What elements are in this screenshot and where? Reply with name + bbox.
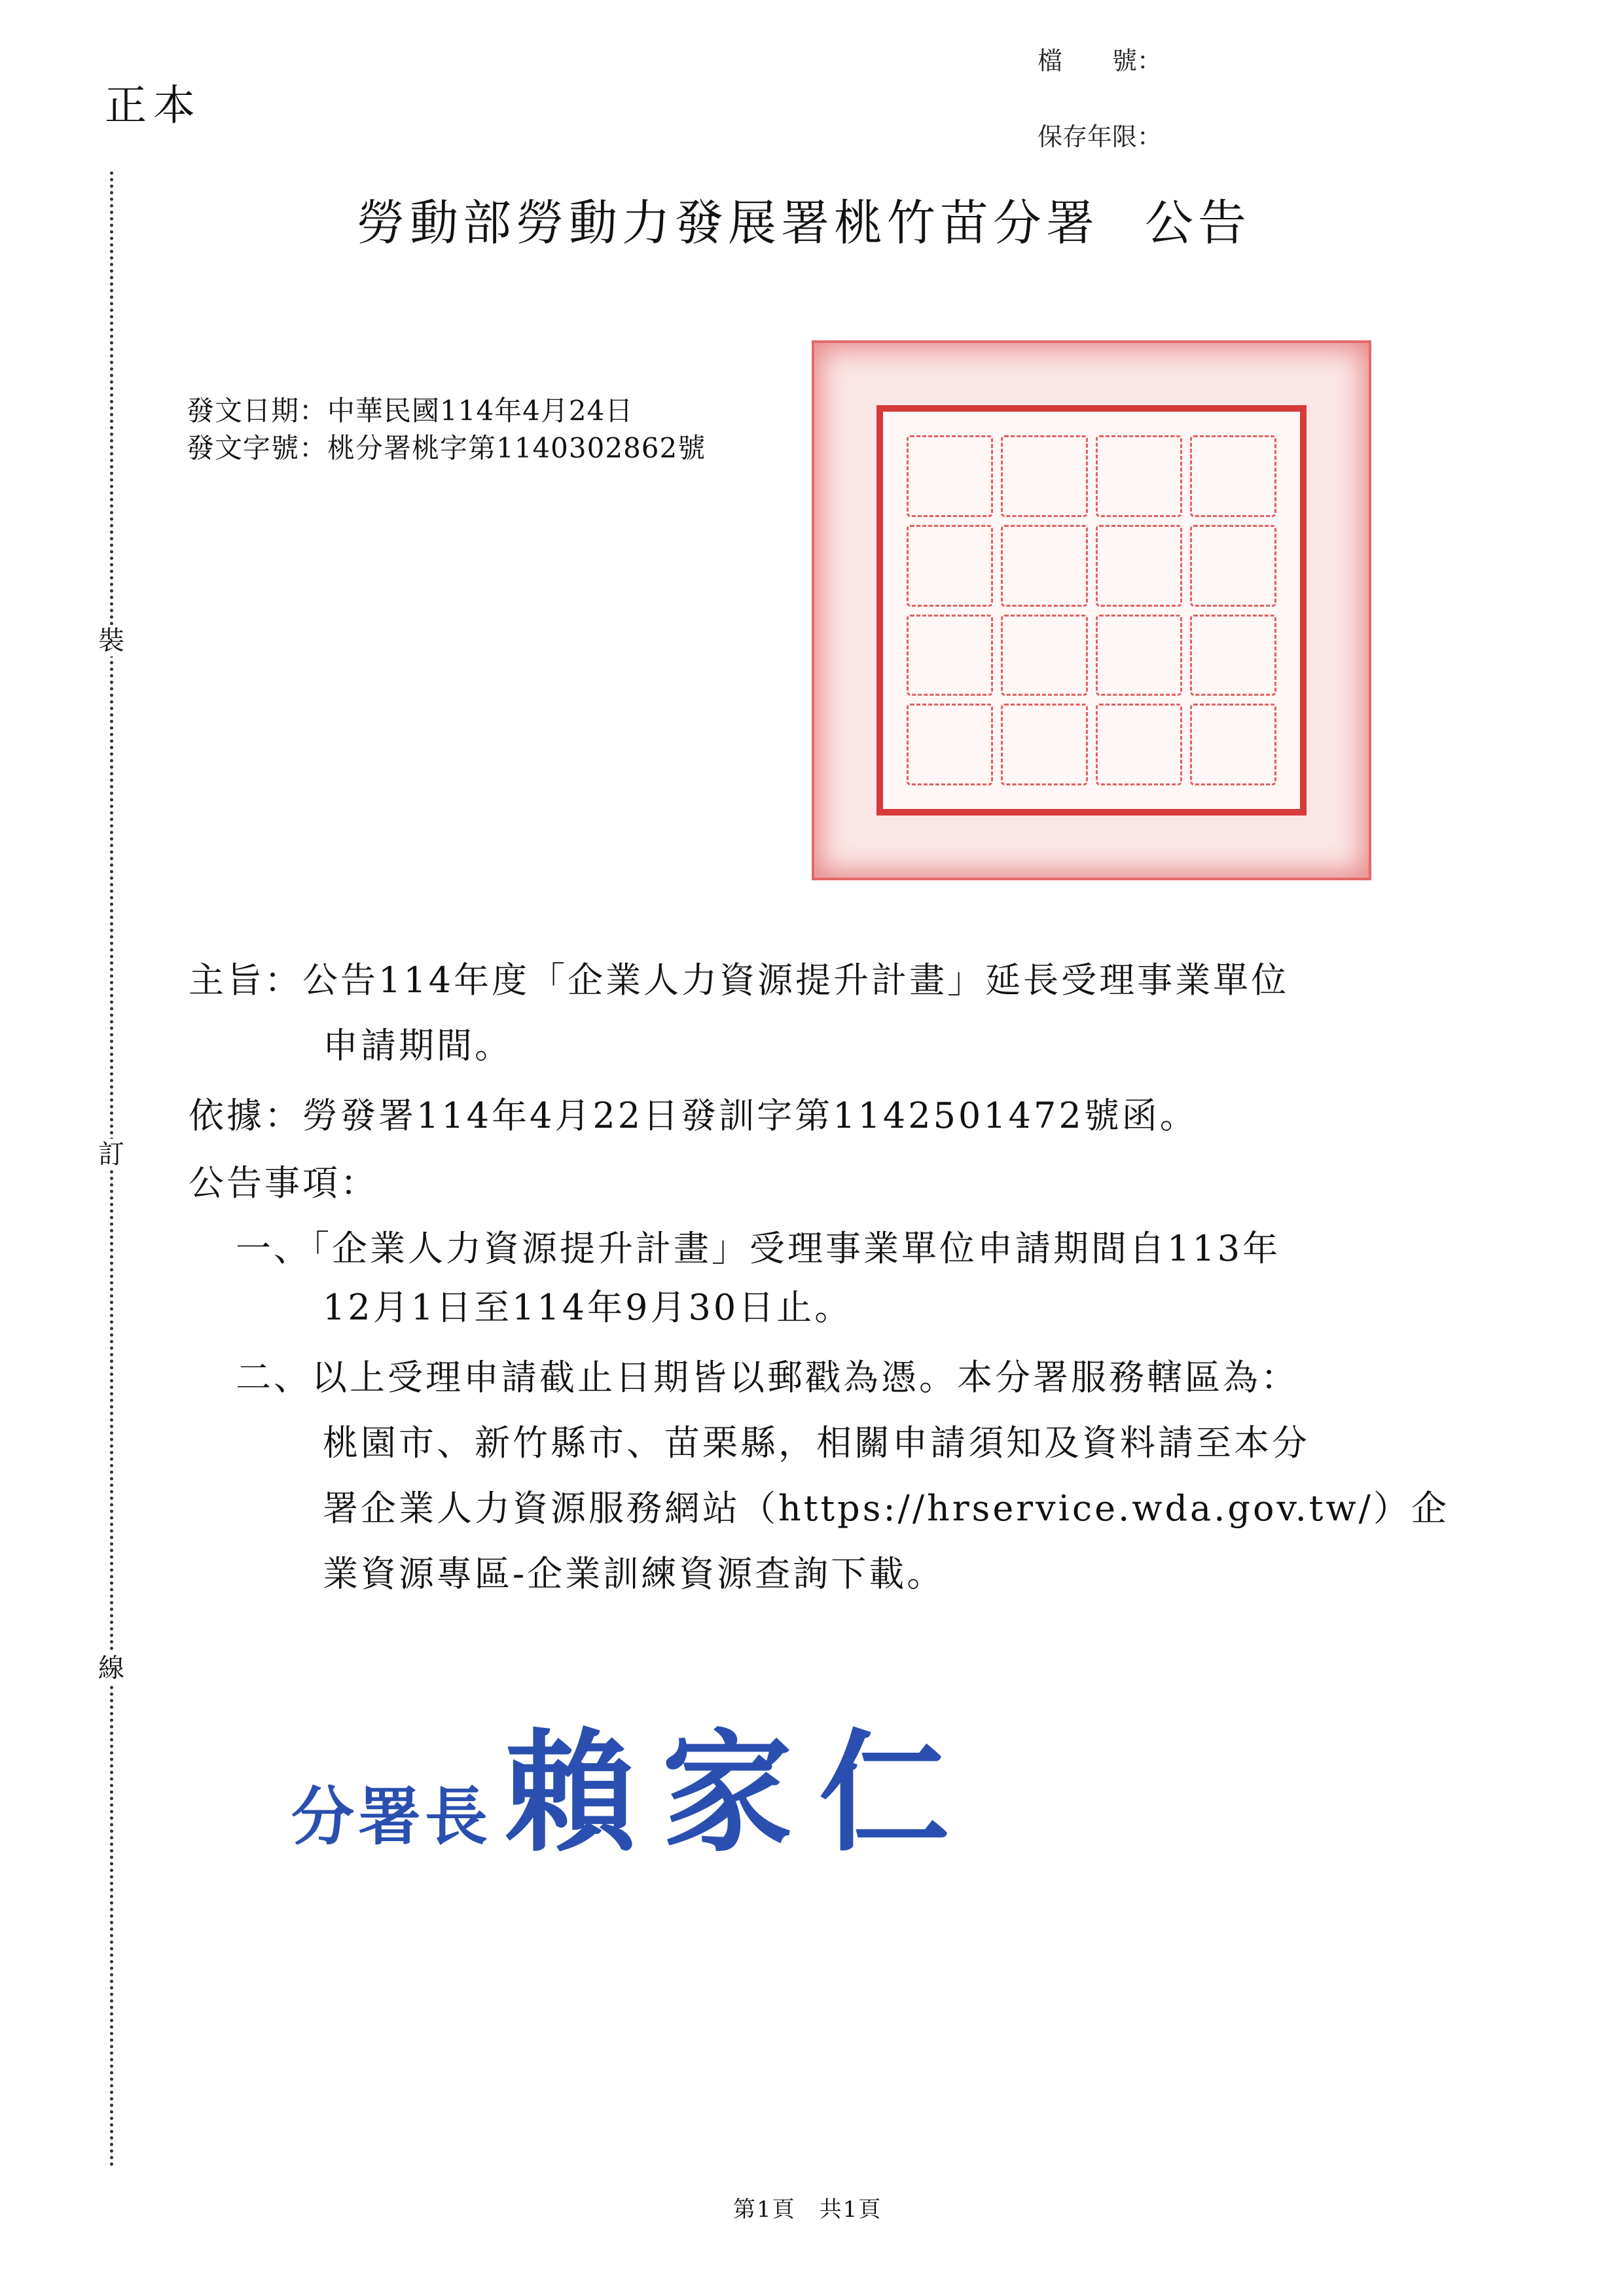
item-2-line-3: 署企業人力資源服務網站（https://hrservice.wda.gov.tw/）企 bbox=[323, 1488, 1449, 1529]
signature-name: 賴家仁 bbox=[505, 1717, 977, 1870]
basis-line: 依據：勞發署114年4月22日發訓字第1142501472號函。 bbox=[189, 1095, 1198, 1136]
document-title bbox=[357, 185, 1251, 254]
item-2-line-2: 桃園市、新竹縣市、苗栗縣，相關申請須知及資料請至本分 bbox=[323, 1422, 1310, 1463]
item-2: 二、以上受理申請截止日期皆以郵戳為憑。本分署服務轄區為： bbox=[236, 1357, 1299, 1398]
signature-stamp bbox=[291, 1689, 976, 1876]
item-2-line-4: 業資源專區-企業訓練資源查詢下載。 bbox=[323, 1553, 945, 1594]
subject-line: 主旨：公告114年度「企業人力資源提升計畫」延長受理事業單位 bbox=[189, 960, 1290, 1001]
file-number-label: 檔 號： bbox=[1038, 46, 1163, 75]
document-type: 公告 bbox=[1145, 195, 1251, 251]
retention-label: 保存年限： bbox=[1038, 122, 1163, 151]
issue-date bbox=[187, 389, 633, 429]
seal-border bbox=[876, 405, 1307, 816]
issue-number bbox=[187, 427, 706, 466]
binding-mark-zhuang: 裝 bbox=[98, 626, 124, 656]
agency-name: 勞動部勞動力發展署桃竹苗分署 bbox=[357, 195, 1099, 251]
binding-mark-xian: 線 bbox=[98, 1653, 124, 1683]
signature-title: 分署長 bbox=[291, 1780, 492, 1854]
issue-number-label: 發文字號： bbox=[187, 432, 328, 464]
item-1: 一、「企業人力資源提升計畫」受理事業單位申請期間自113年 bbox=[236, 1228, 1281, 1269]
seal-glyph-grid bbox=[903, 431, 1280, 789]
copy-mark: 正本 bbox=[105, 82, 202, 130]
issue-date-value: 中華民國114年4月24日 bbox=[327, 395, 634, 427]
item-1-continuation: 12月1日至114年9月30日止。 bbox=[323, 1287, 853, 1328]
official-seal bbox=[812, 340, 1371, 880]
page-number: 第1頁 共1頁 bbox=[733, 2197, 882, 2223]
items-heading: 公告事項： bbox=[189, 1162, 378, 1204]
issue-date-label: 發文日期： bbox=[187, 395, 328, 427]
subject-continuation: 申請期間。 bbox=[323, 1025, 513, 1066]
binding-mark-ding: 訂 bbox=[98, 1139, 124, 1170]
issue-number-value: 桃分署桃字第1140302862號 bbox=[327, 432, 706, 464]
